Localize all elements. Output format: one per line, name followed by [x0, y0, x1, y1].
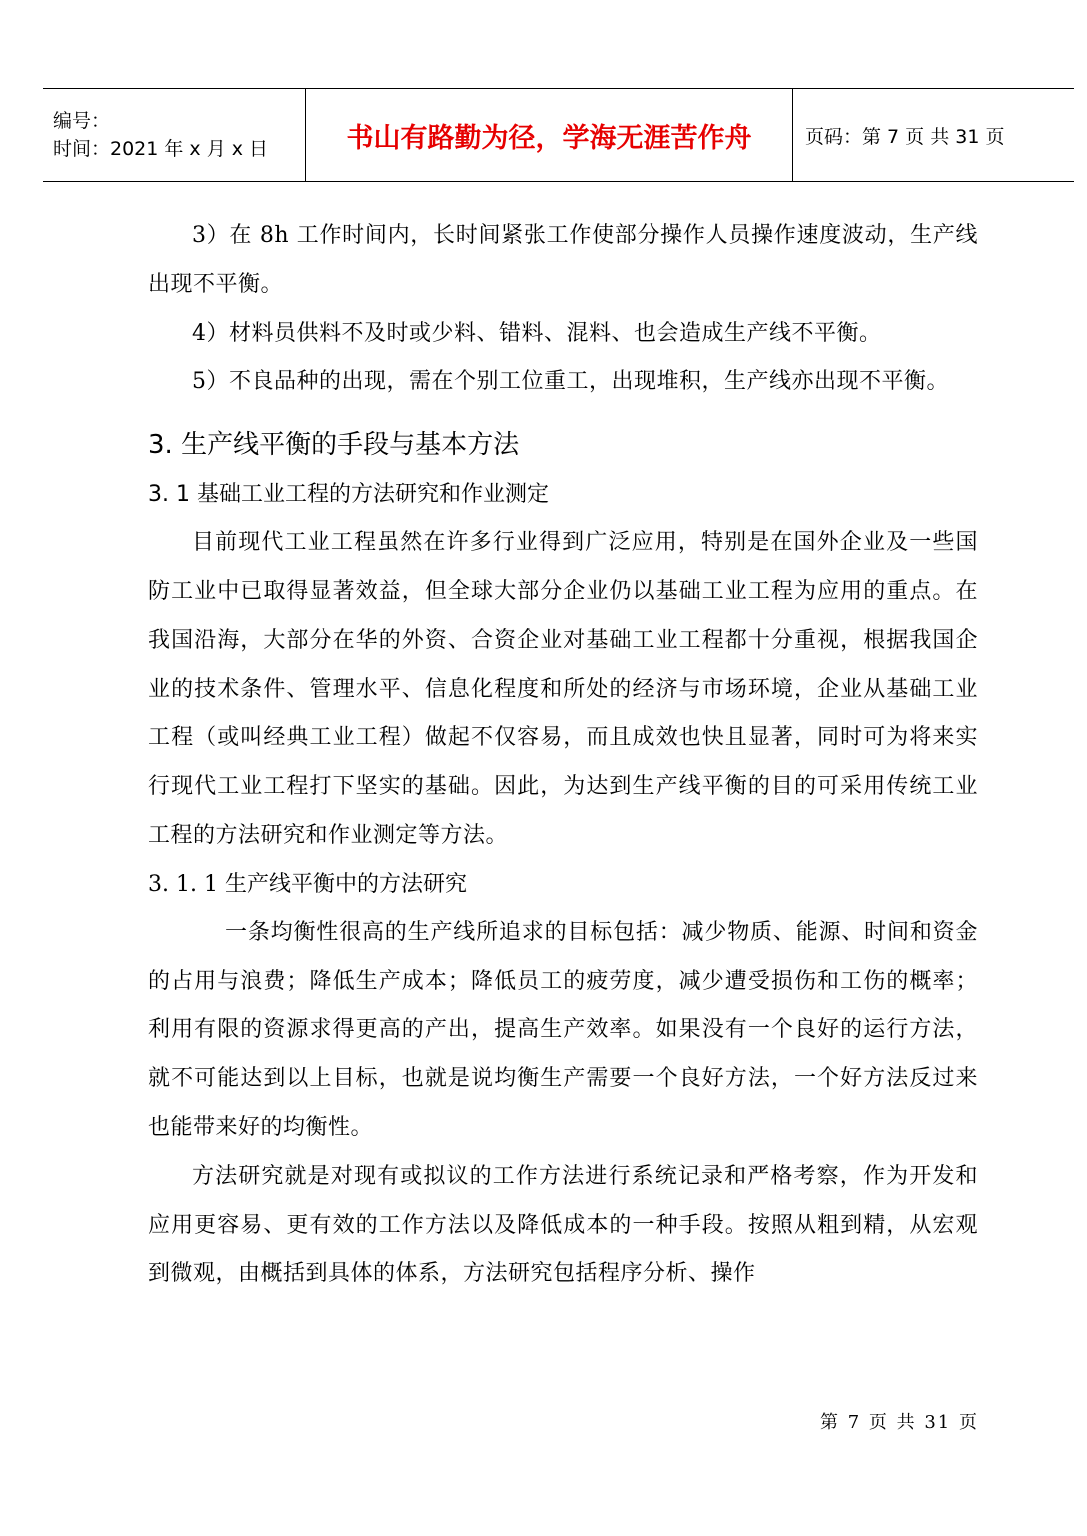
date-label: 时间：2021 年 x 月 x 日 [53, 138, 269, 160]
header-motto-cell [306, 89, 793, 181]
motto: 书山有路勤为径，学海无涯苦作舟 [346, 122, 752, 154]
page-footer: 第 7 页 共 31 页 [820, 1412, 979, 1433]
subsection-heading: 3. 1 基础工业工程的方法研究和作业测定 [148, 482, 549, 508]
subsubsection-heading: 3. 1. 1 生产线平衡中的方法研究 [148, 871, 467, 897]
document-body [148, 212, 978, 1299]
paragraph: 3）在 8h 工作时间内，长时间紧张工作使部分操作人员操作速度波动，生产线出现不平衡。 [148, 223, 978, 297]
paragraph: 方法研究就是对现有或拟议的工作方法进行系统记录和严格考察，作为开发和应用更容易、更有效的工作方法以及降低成本的一种手段。按照从粗到精，从宏观到微观，由概括到具体的体系，方法研究包括程序分析、操作 [148, 1163, 978, 1287]
header-page-cell [793, 89, 1074, 181]
page-header [43, 88, 1074, 182]
header-left-cell [43, 89, 306, 181]
header-page-label: 页码：第 7 页 共 31 页 [805, 125, 1005, 148]
paragraph: 4）材料员供料不及时或少料、错料、混料、也会造成生产线不平衡。 [192, 320, 882, 346]
paragraph: 目前现代工业工程虽然在许多行业得到广泛应用，特别是在国外企业及一些国防工业中已取得显著效益，但全球大部分企业仍以基础工业工程为应用的重点。在我国沿海，大部分在华的外资、合资企业对基础工业工程都十分重视，根据我国企业的技术条件、管理水平、信息化程度和所处的经济与市场环境，企业从基础工业工程（或叫经典工业工程）做起不仅容易，而且成效也快且显著，同时可为将来实行现代工业工程打下坚实的基础。因此，为达到生产线平衡的目的可采用传统工业工程的方法研究和作业测定等方法。 [148, 530, 978, 848]
number-label: 编号： [53, 110, 111, 132]
paragraph: 5）不良品种的出现，需在个别工位重工，出现堆积，生产线亦出现不平衡。 [192, 369, 949, 395]
section-heading: 3. 生产线平衡的手段与基本方法 [148, 430, 520, 461]
paragraph: 一条均衡性很高的生产线所追求的目标包括：减少物质、能源、时间和资金的占用与浪费；降低生产成本；降低员工的疲劳度，减少遭受损伤和工伤的概率；利用有限的资源求得更高的产出，提高生产效率。如果没有一个良好的运行方法，就不可能达到以上目标，也就是说均衡生产需要一个良好方法，一个好方法反过来也能带来好的均衡性。 [148, 919, 978, 1140]
